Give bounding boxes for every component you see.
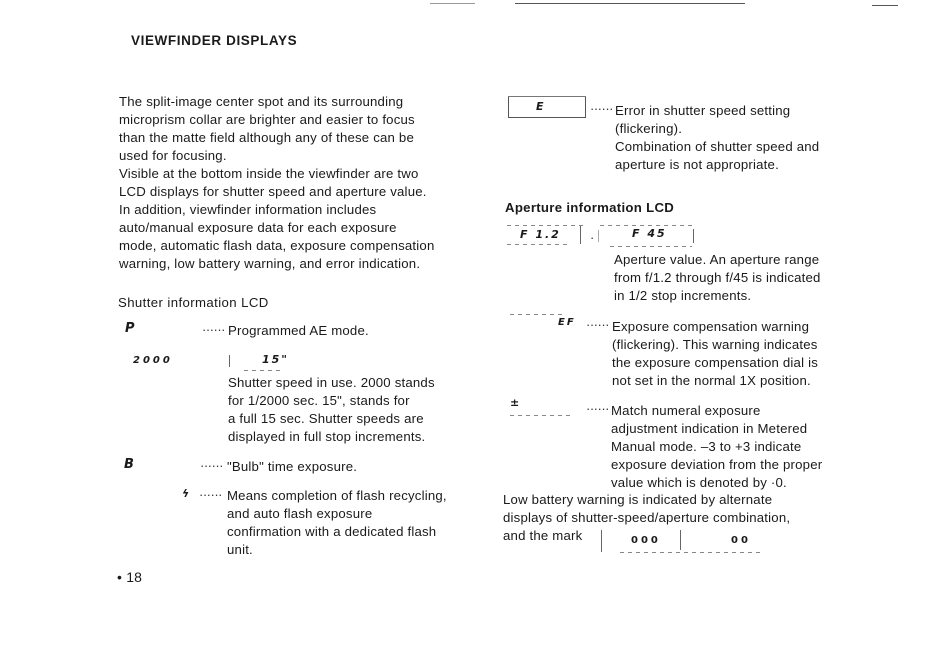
exposure-compensation-description [612,318,882,390]
intro-line: mode, automatic flash data, exposure compensation [119,238,435,253]
lcd-flash-symbol: ϟ [182,487,192,500]
lcd-segment-dashes [510,314,566,315]
intro-line: warning, low battery warning, and error indication. [119,256,421,271]
lcd-divider [601,530,602,552]
lcd-exposure-compensation-symbol: EF [558,317,576,328]
description-line: for 1/2000 sec. 15", stands for [228,393,410,408]
lcd-error-top-rule [508,96,586,97]
description-line: Programmed AE mode. [228,323,369,338]
lcd-divider [580,226,581,244]
description-line: value which is denoted by ·0. [611,475,787,490]
lcd-aperture-max: F 45 [632,227,667,240]
lcd-segment-dashes [507,244,571,245]
low-battery-paragraph [503,491,883,545]
lcd-divider [229,355,230,367]
leader-dots: ······ [199,487,222,502]
description-line: a full 15 sec. Shutter speeds are [228,411,424,426]
leader-dots: ······ [590,101,613,116]
intro-line: than the matte field although any of these can be [119,130,414,145]
description-line: "Bulb" time exposure. [227,459,358,474]
lcd-segment-dashes [244,370,282,371]
battery-line: displays of shutter-speed/aperture combination, [503,510,791,525]
description-line: from f/1.2 through f/45 is indicated [614,270,821,285]
lcd-segment-dashes [507,225,587,226]
description-line: not set in the normal 1X position. [612,373,811,388]
description-line: Match numeral exposure [611,403,761,418]
description-line: confirmation with a dedicated flash [227,524,437,539]
description-line: (flickering). [615,121,683,136]
description-line: Manual mode. –3 to +3 indicate [611,439,802,454]
description-line: Error in shutter speed setting [615,103,791,118]
top-rule-left [430,3,475,4]
description-line: Aperture value. An aperture range [614,252,820,267]
match-numeral-description [611,402,881,492]
intro-line: used for focusing. [119,148,227,163]
description-line: aperture is not appropriate. [615,157,779,172]
page-number: • 18 [117,569,143,585]
lcd-segment-dashes [610,246,692,247]
intro-line: LCD displays for shutter speed and aperture value. [119,184,427,199]
lcd-battery-mark-a: 000 [631,535,661,546]
intro-paragraph [119,93,489,273]
flash-description [227,487,489,559]
leader-dots: ······ [586,401,609,416]
shutter-speed-description [228,374,488,446]
bulb-description [227,458,357,476]
intro-line: In addition, viewfinder information includes [119,202,377,217]
description-line: adjustment indication in Metered [611,421,808,436]
page-title: VIEWFINDER DISPLAYS [131,33,298,48]
lcd-plus-minus-symbol: ± [510,396,522,409]
lcd-shutter-15s: 15" [262,353,290,366]
battery-line: and the mark [503,528,583,543]
intro-line: auto/manual exposure data for each exposure [119,220,397,235]
lcd-divider [693,229,694,243]
leader-dots: · [590,230,594,245]
intro-line: microprism collar are brighter and easier to focus [119,112,415,127]
description-line: Means completion of flash recycling, [227,488,447,503]
lcd-shutter-2000: 2000 [133,355,173,366]
lcd-segment-dashes [510,415,570,416]
top-rule-center [515,3,745,4]
lcd-divider [680,530,681,550]
leader-dots: ······ [202,322,225,337]
description-line: the exposure compensation dial is [612,355,818,370]
description-line: unit. [227,542,253,557]
intro-line: Visible at the bottom inside the viewfinder are two [119,166,419,181]
battery-line: Low battery warning is indicated by alternate [503,492,773,507]
lcd-segment-dashes [620,552,760,553]
intro-line: The split-image center spot and its surrounding [119,94,404,109]
lcd-battery-mark-b: 00 [731,535,751,546]
error-description [615,102,875,174]
lcd-segment-dashes [600,225,696,226]
lcd-error-symbol: E [536,100,546,113]
lcd-divider [598,230,599,242]
lcd-aperture-min: F 1.2 [520,228,561,241]
lcd-bulb-symbol: B [124,457,136,472]
description-line: Combination of shutter speed and [615,139,820,154]
leader-dots: ······ [586,317,609,332]
description-line: in 1/2 stop increments. [614,288,752,303]
leader-dots: ······ [200,458,223,473]
aperture-heading: Aperture information LCD [505,200,675,215]
top-rule-right [872,5,898,6]
programmed-description [228,322,369,340]
description-line: Shutter speed in use. 2000 stands [228,375,435,390]
description-line: and auto flash exposure [227,506,373,521]
lcd-programmed-symbol: P [125,321,137,336]
description-line: (flickering). This warning indicates [612,337,818,352]
shutter-heading: Shutter information LCD [118,295,269,310]
description-line: displayed in full stop increments. [228,429,426,444]
description-line: exposure deviation from the proper [611,457,823,472]
aperture-description [614,251,884,305]
lcd-error-frame [508,96,586,118]
description-line: Exposure compensation warning [612,319,810,334]
